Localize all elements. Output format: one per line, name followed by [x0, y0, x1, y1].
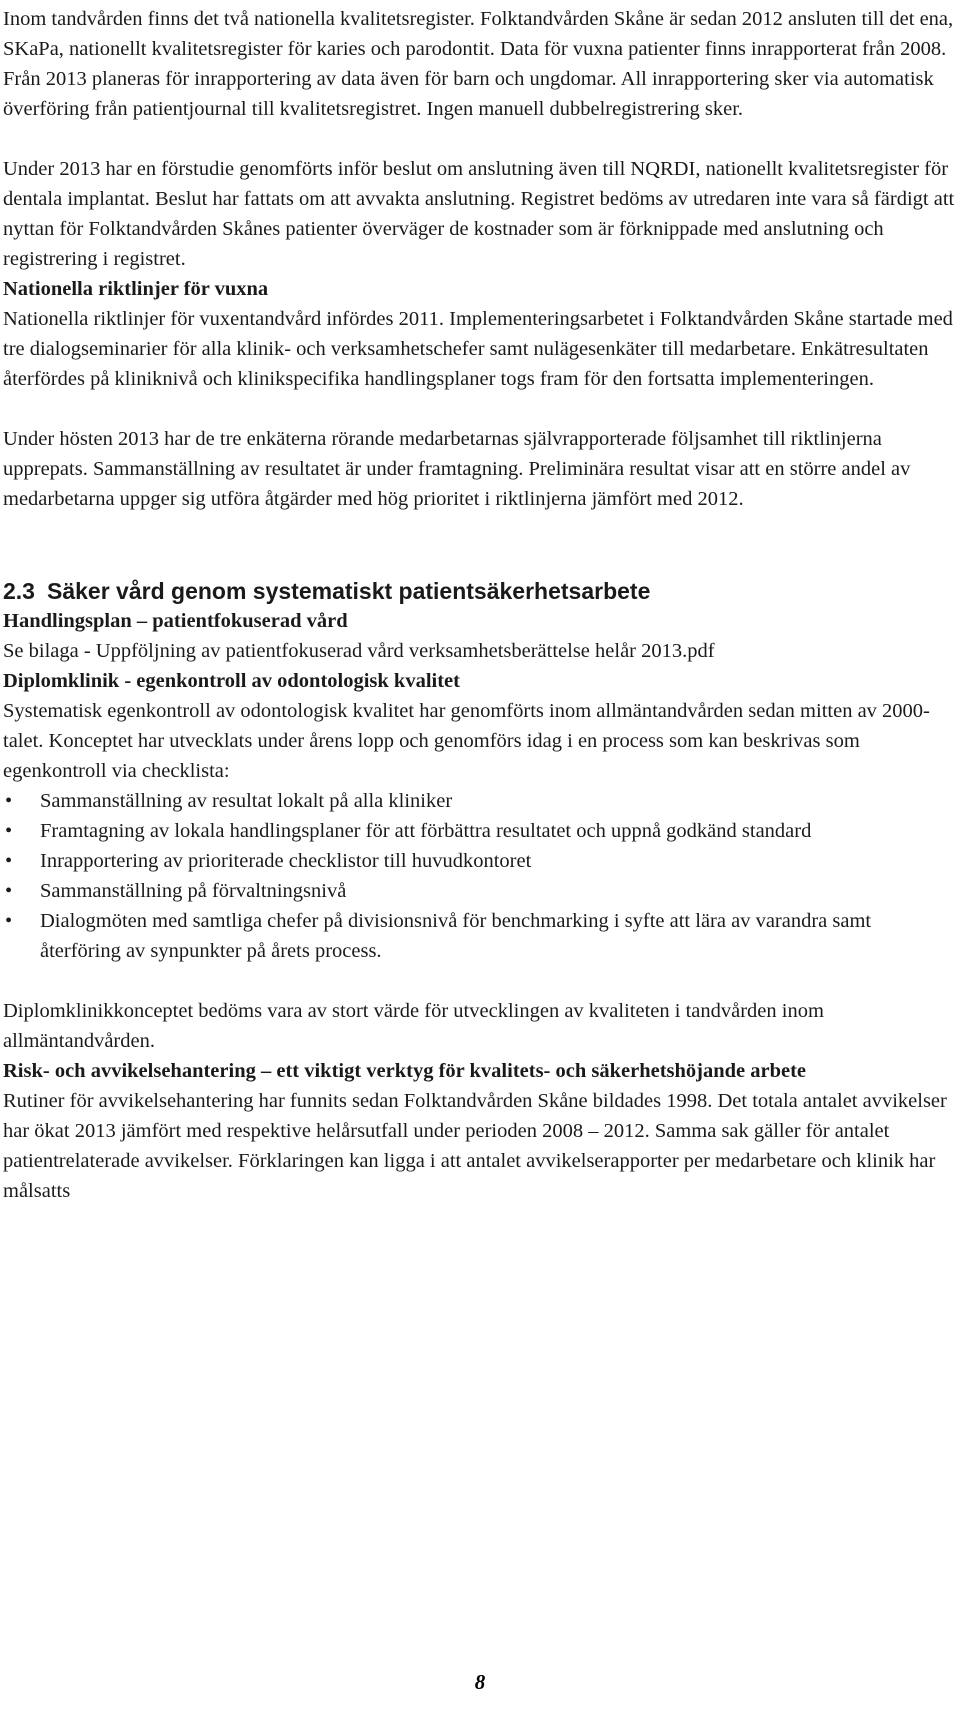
section-number: 2.3 — [3, 578, 35, 604]
bullet-icon: • — [5, 790, 13, 812]
bullet-icon: • — [5, 820, 13, 842]
section-title-text: Säker vård genom systematiskt patientsäkerhetsarbete — [46, 578, 651, 604]
bullet-icon: • — [5, 910, 13, 932]
heading-risk: Risk- och avvikelsehantering – ett viktigt verktyg för kvalitets- och säkerhetshöjande arbete — [3, 1060, 807, 1082]
heading-diplomklinik: Diplomklinik - egenkontroll av odontologisk kvalitet — [3, 670, 460, 692]
heading-riktlinjer: Nationella riktlinjer för vuxna — [3, 278, 269, 300]
paragraph-riktlinjer-intro: Nationella riktlinjer för vuxentandvård infördes 2011. Implementeringsarbetet i Folktandvården Skåne startade med tre dialogseminarier för alla klinik- och verksamhetschefer samt nulägesenkäter till medarbetare. Enkätresultaten återfördes på kliniknivå och klinikspecifika handlingsplaner togs fram för den fortsatta implementeringen. — [3, 308, 953, 390]
diplomklinik-bullet-list — [3, 786, 957, 966]
page-number: 8 — [474, 1670, 486, 1694]
bullet-icon: • — [5, 850, 13, 872]
paragraph-diplomklinik-conclusion: Diplomklinikkonceptet bedöms vara av stort värde för utvecklingen av kvaliteten i tandvården inom allmäntandvården. — [3, 1000, 824, 1052]
paragraph-risk: Rutiner för avvikelsehantering har funnits sedan Folktandvården Skåne bildades 1998. Det totala antalet avvikelser har ökat 2013 jämfört med respektive helårsutfall under perioden 2008 – 2012. Samma sak gäller för antalet patientrelaterade avvikelser. Förklaringen kan ligga i att antalet avvikelserapporter per medarbetare och klinik har målsatts — [3, 1090, 947, 1202]
paragraph-nqrdi: Under 2013 har en förstudie genomförts inför beslut om anslutning även till NQRDI, nationellt kvalitetsregister för dentala implantat. Beslut har fattats om att avvakta anslutning. Registret bedöms av utredaren inte vara så färdigt att nyttan för Folktandvården Skånes patienter överväger de kostnader som är förknippade med anslutning och registrering i registret. — [3, 158, 955, 270]
list-item: • Framtagning av lokala handlingsplaner för att förbättra resultatet och uppnå godkänd standard — [3, 816, 957, 846]
heading-handlingsplan: Handlingsplan – patientfokuserad vård — [3, 610, 348, 632]
bullet-icon: • — [5, 880, 13, 902]
paragraph-diplomklinik-intro: Systematisk egenkontroll av odontologisk kvalitet har genomförts inom allmäntandvården sedan mitten av 2000-talet. Konceptet har utvecklats under årens lopp och genomförs idag i en process som kan beskrivas som egenkontroll via checklista: — [3, 700, 930, 782]
list-item: • Sammanställning på förvaltningsnivå — [3, 876, 957, 906]
paragraph-riktlinjer-follow-up: Under hösten 2013 har de tre enkäterna rörande medarbetarnas självrapporterade följsamhet till riktlinjerna upprepats. Sammanställning av resultatet är under framtagning. Preliminära resultat visar att en större andel av medarbetarna uppger sig utföra åtgärder med hög prioritet i riktlinjerna jämfört med 2012. — [3, 428, 911, 510]
list-item: • Inrapportering av prioriterade checklistor till huvudkontoret — [3, 846, 957, 876]
list-item: • Dialogmöten med samtliga chefer på divisionsnivå för benchmarking i syfte att lära av varandra samt återföring av synpunkter på årets process. — [3, 906, 957, 966]
paragraph-kvalitetsregister: Inom tandvården finns det två nationella kvalitetsregister. Folktandvården Skåne är sedan 2012 ansluten till det ena, SKaPa, nationellt kvalitetsregister för karies och parodontit. Data för vuxna patienter finns inrapporterat från 2008. Från 2013 planeras för inrapportering av data även för barn och ungdomar. All inrapportering sker via automatisk överföring från patientjournal till kvalitetsregistret. Ingen manuell dubbelregistrering sker. — [3, 8, 954, 120]
section-title — [3, 576, 957, 606]
list-item: • Sammanställning av resultat lokalt på alla kliniker — [3, 786, 957, 816]
paragraph-handlingsplan: Se bilaga - Uppföljning av patientfokuserad vård verksamhetsberättelse helår 2013.pdf — [3, 640, 715, 662]
